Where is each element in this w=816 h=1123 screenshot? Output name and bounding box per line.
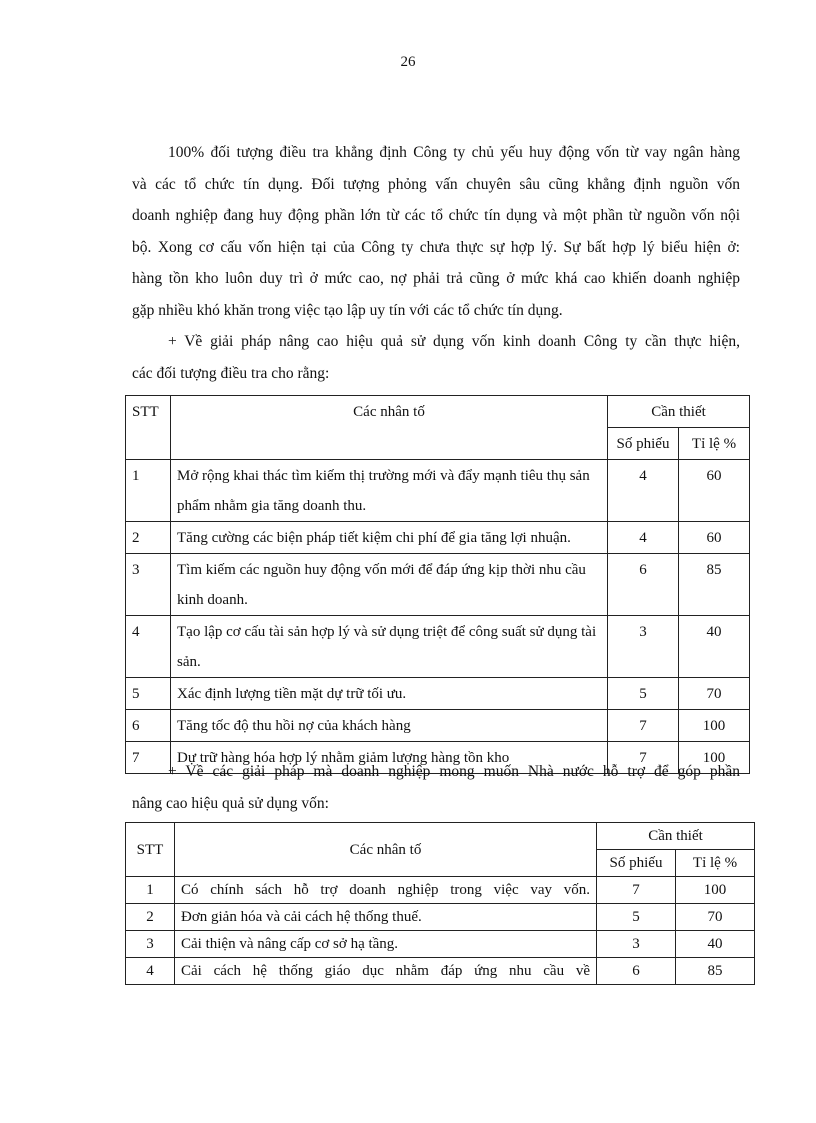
row-votes: 6 [597,958,676,985]
header-factor: Các nhân tố [171,396,608,460]
row-votes: 3 [597,931,676,958]
row-stt: 4 [126,958,175,985]
row-stt: 1 [126,877,175,904]
header-stt: STT [126,823,175,877]
table-row [126,522,750,554]
header-votes: Số phiếu [608,428,679,460]
row-votes: 6 [608,554,679,616]
row-factor: Xác định lượng tiền mặt dự trữ tối ưu. [171,678,608,710]
table-row [126,460,750,522]
table-row [126,958,755,985]
row-ratio: 60 [679,460,750,522]
row-stt: 2 [126,522,171,554]
row-ratio: 85 [679,554,750,616]
table-row [126,710,750,742]
table-row [126,678,750,710]
row-factor: Đơn giản hóa và cải cách hệ thống thuế. [175,904,597,931]
row-ratio: 40 [676,931,755,958]
paragraph-line: + Về các giải pháp mà doanh nghiệp mong muốn Nhà nước hỗ trợ để góp phần [168,763,740,780]
row-votes: 5 [608,678,679,710]
row-factor: Có chính sách hỗ trợ doanh nghiệp trong việc vay vốn. [175,877,597,904]
row-stt: 1 [126,460,171,522]
header-factor: Các nhân tố [175,823,597,877]
row-votes: 5 [597,904,676,931]
table-row [126,554,750,616]
row-stt: 3 [126,931,175,958]
row-votes: 7 [608,710,679,742]
row-stt: 5 [126,678,171,710]
header-ratio: Tỉ lệ % [679,428,750,460]
row-stt: 3 [126,554,171,616]
paragraph-line: + Về giải pháp nâng cao hiệu quả sử dụng vốn kinh doanh Công ty cần thực hiện, [168,333,740,350]
row-votes: 4 [608,522,679,554]
row-votes: 7 [608,742,679,774]
header-ratio: Tỉ lệ % [676,850,755,877]
row-factor: Tăng cường các biện pháp tiết kiệm chi phí để gia tăng lợi nhuận. [171,522,608,554]
row-factor: Tìm kiếm các nguồn huy động vốn mới để đáp ứng kịp thời nhu cầu kinh doanh. [171,554,608,616]
row-votes: 3 [608,616,679,678]
header-votes: Số phiếu [597,850,676,877]
row-factor: Dự trữ hàng hóa hợp lý nhằm giảm lượng hàng tồn kho [171,742,608,774]
header-needed: Cần thiết [608,396,750,428]
paragraph-line: bộ. Xong cơ cấu vốn hiện tại của Công ty chưa thực sự hợp lý. Sự bất hợp lý biểu hiện ở: [132,238,740,256]
paragraph-line: nâng cao hiệu quả sử dụng vốn: [132,794,329,812]
row-factor: Cải thiện và nâng cấp cơ sở hạ tầng. [175,931,597,958]
paragraph-survey-results [132,137,740,389]
row-ratio: 40 [679,616,750,678]
row-votes: 4 [608,460,679,522]
paragraph-line: doanh nghiệp đang huy động phần lớn từ các tổ chức tín dụng và một phần từ nguồn vốn nội [132,207,740,224]
row-ratio: 100 [679,710,750,742]
row-votes: 7 [597,877,676,904]
paragraph-line: 100% đối tượng điều tra khẳng định Công ty chủ yếu huy động vốn từ vay ngân hàng [168,144,740,161]
row-stt: 4 [126,616,171,678]
paragraph-line: hàng tồn kho luôn duy trì ở mức cao, nợ phải trả cũng ở mức khá cao khiến doanh nghiệp [132,270,740,287]
row-ratio: 70 [679,678,750,710]
header-needed: Cần thiết [597,823,755,850]
row-factor: Tăng tốc độ thu hồi nợ của khách hàng [171,710,608,742]
row-factor: Mở rộng khai thác tìm kiếm thị trường mới và đẩy mạnh tiêu thụ sản phẩm nhằm gia tăng doanh thu. [171,460,608,522]
header-stt: STT [126,396,171,460]
row-factor: Tạo lập cơ cấu tài sản hợp lý và sử dụng triệt để công suất sử dụng tài sản. [171,616,608,678]
table-row [126,904,755,931]
paragraph-line: các đối tượng điều tra cho rằng: [132,364,330,382]
state-support-table [125,822,755,985]
row-ratio: 100 [676,877,755,904]
table-row [126,931,755,958]
table-row [126,616,750,678]
page-number: 26 [400,54,416,70]
row-stt: 2 [126,904,175,931]
row-ratio: 85 [676,958,755,985]
row-ratio: 60 [679,522,750,554]
paragraph-line: và các tổ chức tín dụng. Đối tượng phỏng vấn chuyên sâu cũng khẳng định nguồn vốn [132,175,740,193]
row-stt: 6 [126,710,171,742]
row-factor: Cải cách hệ thống giáo dục nhằm đáp ứng nhu cầu về [175,958,597,985]
row-ratio: 100 [679,742,750,774]
company-solutions-table [125,395,750,774]
row-stt: 7 [126,742,171,774]
row-ratio: 70 [676,904,755,931]
table-row [126,877,755,904]
paragraph-state-support [132,756,740,819]
paragraph-line: gặp nhiều khó khăn trong việc tạo lập uy tín với các tổ chức tín dụng. [132,301,563,319]
